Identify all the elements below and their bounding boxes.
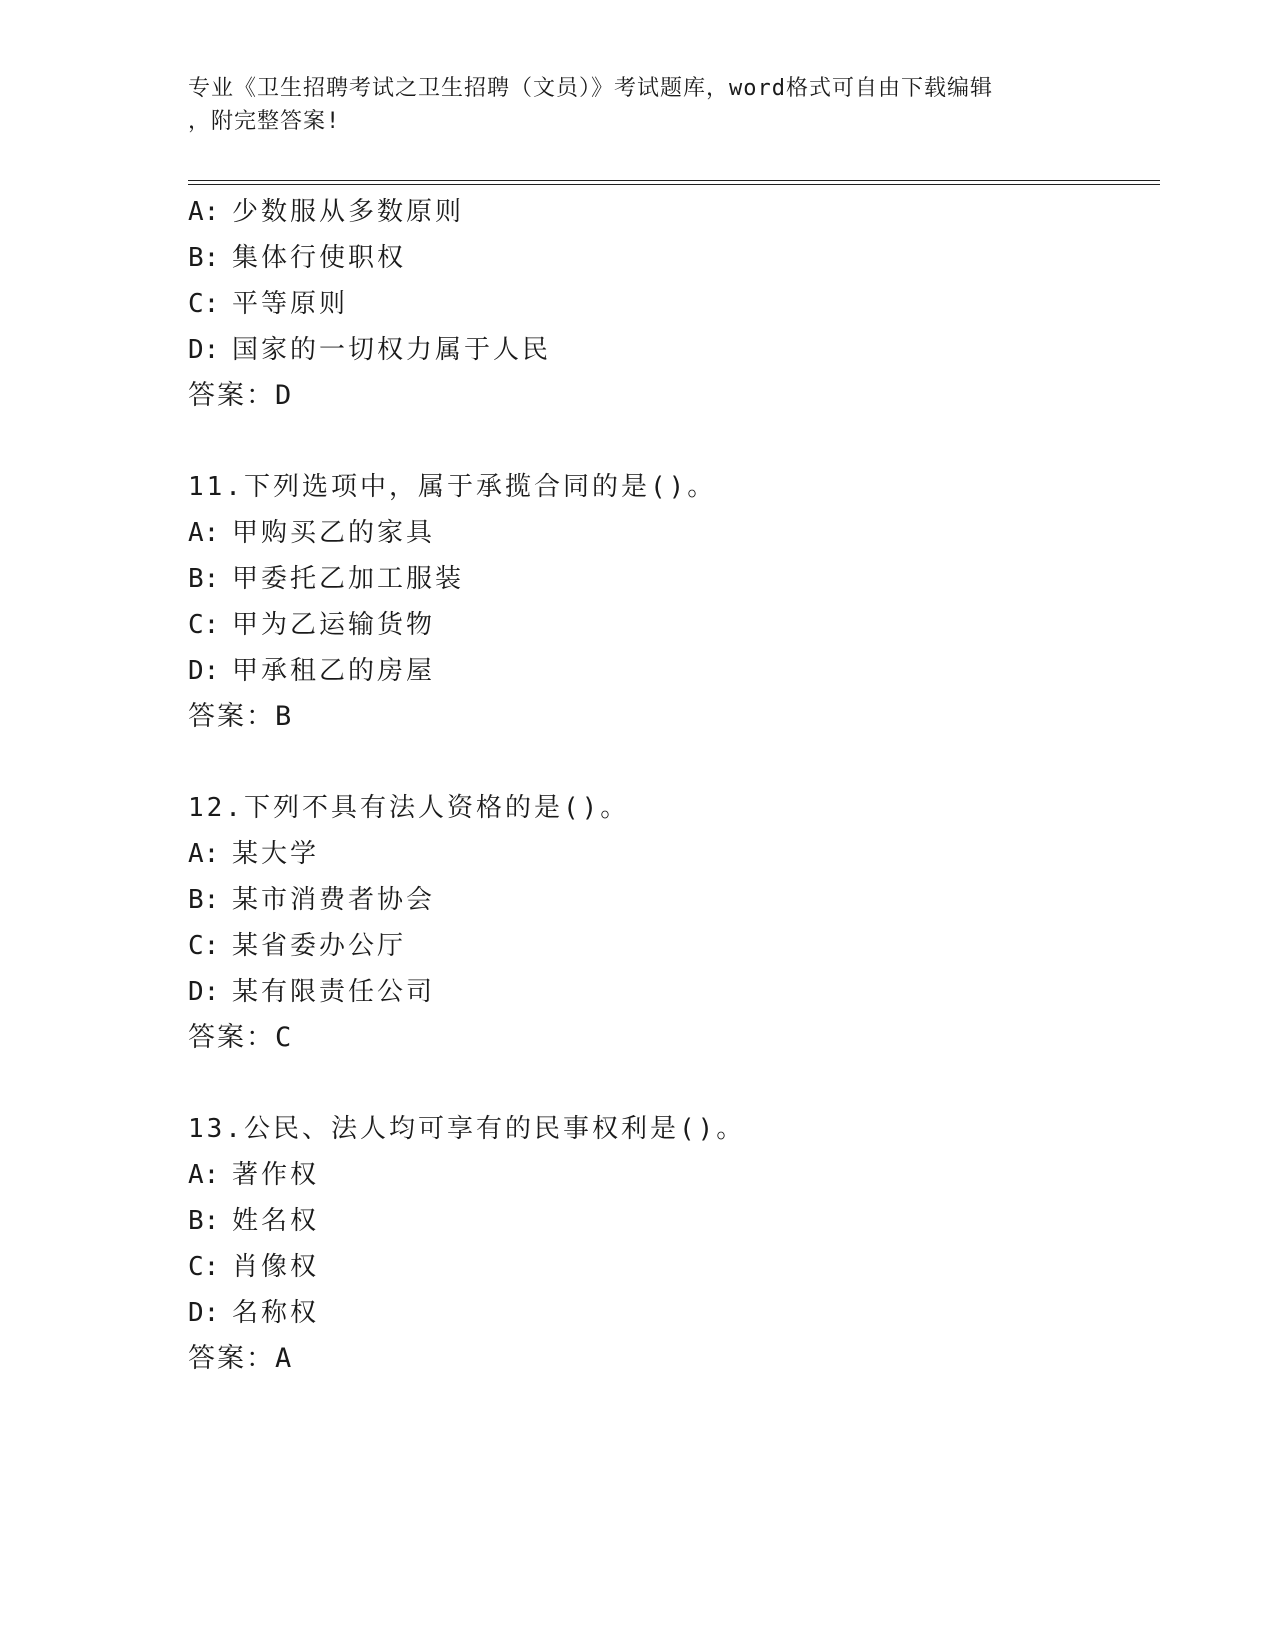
question-text: 12.下列不具有法人资格的是()。 (188, 793, 630, 823)
question-text: 11.下列选项中，属于承揽合同的是()。 (188, 472, 717, 502)
option-d: D: 国家的一切权力属于人民 (188, 335, 552, 365)
option-c: C: 甲为乙运输货物 (188, 610, 436, 640)
option-c: C: 平等原则 (188, 289, 349, 319)
header-line-2: ，附完整答案! (188, 109, 341, 134)
question-block (188, 785, 1148, 1061)
answer-line: 答案：C (188, 1022, 292, 1053)
option-a: A: 少数服从多数原则 (188, 197, 465, 227)
question-block (188, 189, 1148, 419)
option-a: A: 甲购买乙的家具 (188, 518, 436, 548)
question-list (188, 189, 1148, 1382)
question-text: 13.公民、法人均可享有的民事权利是()。 (188, 1114, 746, 1144)
header-divider-top (188, 180, 1160, 181)
document-header (188, 72, 1088, 138)
header-line-1: 专业《卫生招聘考试之卫生招聘（文员）》考试题库，word格式可自由下载编辑 (188, 76, 993, 101)
option-c: C: 某省委办公厅 (188, 931, 407, 961)
option-d: D: 甲承租乙的房屋 (188, 656, 436, 686)
header-divider-bottom (188, 184, 1160, 185)
option-c: C: 肖像权 (188, 1252, 320, 1282)
option-a: A: 著作权 (188, 1160, 320, 1190)
option-b: B: 某市消费者协会 (188, 885, 436, 915)
option-b: B: 集体行使职权 (188, 243, 407, 273)
option-d: D: 某有限责任公司 (188, 977, 436, 1007)
answer-line: 答案：B (188, 701, 292, 732)
option-a: A: 某大学 (188, 839, 320, 869)
question-block (188, 464, 1148, 740)
answer-line: 答案：A (188, 1343, 292, 1374)
question-block (188, 1106, 1148, 1382)
option-b: B: 姓名权 (188, 1206, 320, 1236)
option-d: D: 名称权 (188, 1298, 320, 1328)
option-b: B: 甲委托乙加工服装 (188, 564, 465, 594)
answer-line: 答案：D (188, 380, 292, 411)
